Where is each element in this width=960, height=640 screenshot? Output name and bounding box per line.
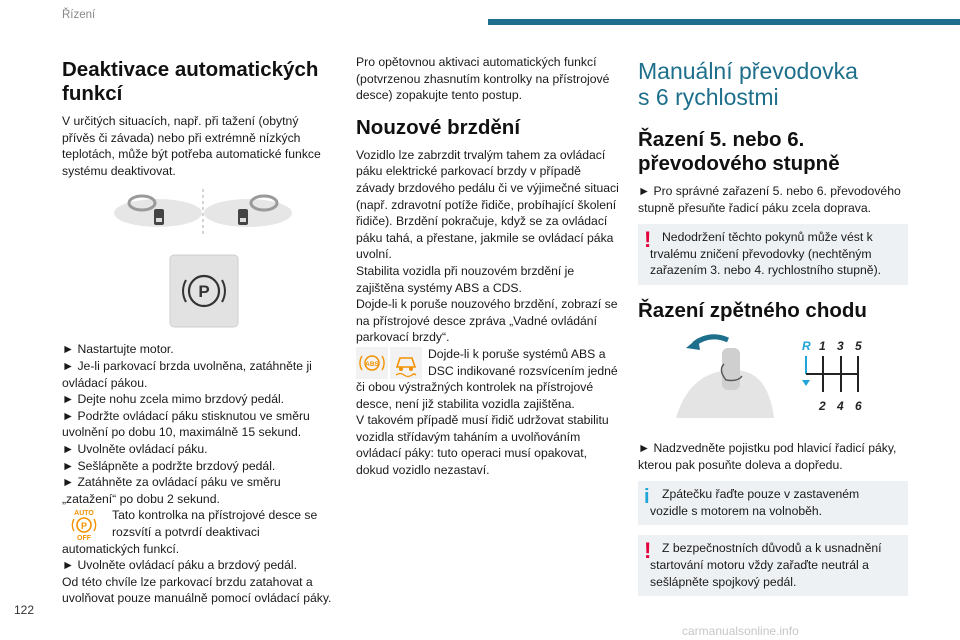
parking-brake-letter: P xyxy=(198,282,210,302)
stability-control-paragraph: V takovém případě musí řidič udržovat stabilitu vozidla střídavým taháním a uvolňováním ovládací páky: tuto operaci musí opakovat, dokud vozidlo nezastaví. xyxy=(356,413,609,478)
gear-label: 1 xyxy=(819,338,826,353)
after-step-item: Od této chvíle lze parkovací brzdu zatahovat a uvolňovat pouze manuálně pomocí ovládací páky. xyxy=(62,574,332,606)
warning-text: Z bezpečnostních důvodů a k usnadnění startování motoru vždy zařaďte neutrál a sešlápněte spojkový pedál. xyxy=(650,541,882,589)
header-accent-bar xyxy=(488,19,960,25)
step-item: ► Sešlápněte a podržte brzdový pedál. xyxy=(62,458,276,473)
gear-lever-icon xyxy=(722,348,740,390)
steering-wheel-illustration xyxy=(62,189,334,237)
gear-label: 4 xyxy=(837,398,844,413)
gear-label: 2 xyxy=(819,398,826,413)
abs-dsc-note-text: Dojde-li k poruše systémů ABS a DSC indikované rozsvícením jedné či obou výstražných kontrolek na přístrojové desce, není již stabilita vozidla zajištěna. xyxy=(356,346,618,411)
info-box-reverse xyxy=(638,481,908,525)
warning-text: Nedodržení těchto pokynů může vést k trvalému zničení převodovky (nechtěným zařazením 3. nebo 4. rychlostního stupně). xyxy=(650,230,882,278)
warning-box-neutral xyxy=(638,535,908,596)
section-title: Manuální převodovka s 6 rychlostmi xyxy=(638,58,858,110)
auto-off-warning-lamp-icon xyxy=(62,508,106,540)
auto-off-note xyxy=(62,507,334,557)
svg-text:AUTO: AUTO xyxy=(74,510,94,518)
right-steering-wheel-icon xyxy=(204,196,292,227)
auto-off-note-text: Tato kontrolka na přístrojové desce se rozsvítí a potvrdí deaktivaci automatických funkcí. xyxy=(62,508,318,556)
warning-icon: ! xyxy=(644,227,652,253)
left-steering-wheel-icon xyxy=(114,196,202,227)
emergency-paragraph: Vozidlo lze zabrzdit trvalým tahem za ovládací páku elektrické parkovací brzdy v případě závady brzdového pedálu či ve výjimečné situaci (např. zdravotní potíže řidiče, probíhající školení řidiče). Brzdění pokračuje, když se za ovládací páku tahá, a přestane, jakmile se ovládací páka uvolní. xyxy=(356,147,619,262)
gear-shift-illustration xyxy=(638,330,908,426)
warning-box-gearbox xyxy=(638,224,908,285)
intro-paragraph: V určitých situacích, např. při tažení (obytný přívěs či závada) nebo při extrémně nízkých teplotách, může být potřeba automatické funkce systému deaktivovat. xyxy=(62,114,321,178)
heading-deactivation: Deaktivace automatických funkcí xyxy=(62,58,319,105)
svg-text:P: P xyxy=(80,521,88,532)
step-item: ► Uvolněte ovládací páku. xyxy=(62,441,208,456)
dsc-warning-icon xyxy=(390,347,422,379)
step-item: ► Zatáhněte za ovládací páku ve směru „zatažení“ po dobu 2 sekund. xyxy=(62,475,281,506)
heading-emergency-braking: Nouzové brzdění xyxy=(356,115,521,139)
svg-text:OFF: OFF xyxy=(77,535,91,541)
gear-label: 6 xyxy=(855,398,862,413)
gear-label: 3 xyxy=(837,338,844,353)
step-item: ► Je-li parkovací brzda uvolněna, zatáhněte ji ovládací pákou. xyxy=(62,358,312,390)
warning-icon: ! xyxy=(644,538,652,564)
parking-brake-button-illustration xyxy=(62,253,334,329)
lift-arrow-icon xyxy=(694,337,728,344)
column-emergency-braking xyxy=(356,54,621,479)
gear-5-6-instruction: ► Pro správné zařazení 5. nebo 6. převodového stupně přesuňte řadicí páku zcela doprava. xyxy=(638,184,901,215)
page-number: 122 xyxy=(14,603,35,617)
abs-dsc-warning-lamps xyxy=(356,347,422,379)
step-item: ► Nastartujte motor. xyxy=(62,342,174,357)
column-manual-gearbox xyxy=(638,58,908,606)
info-icon: i xyxy=(644,486,650,509)
stability-paragraph: Stabilita vozidla při nouzovém brzdění je zajištěna systémy ABS a CDS. xyxy=(356,263,575,295)
heading-gear-5-6: Řazení 5. nebo 6. převodového stupně xyxy=(638,128,840,175)
step-item: ► Dejte nohu zcela mimo brzdový pedál. xyxy=(62,392,285,407)
abs-dsc-note xyxy=(356,346,621,412)
gear-label-reverse: R xyxy=(802,338,811,353)
gear-pattern-diagram xyxy=(802,339,862,413)
reverse-instruction: ► Nadzvedněte pojistku pod hlavicí řadicí páky, kterou pak posuňte doleva a dopředu. xyxy=(638,440,897,472)
gear-label: 5 xyxy=(855,338,862,353)
svg-text:ABS: ABS xyxy=(365,360,379,368)
after-step-item: ► Uvolněte ovládací páku a brzdový pedál. xyxy=(62,558,297,573)
step-item: ► Podržte ovládací páku stisknutou ve směru uvolnění po dobu 10, maximálně 15 sekund. xyxy=(62,408,310,440)
failure-paragraph: Dojde-li k poruše nouzového brzdění, zobrazí se na přístrojové desce zpráva „Vadné ovládání parkovací brzdy“. xyxy=(356,297,618,345)
heading-reverse-gear: Řazení zpětného chodu xyxy=(638,298,867,322)
running-header: Řízení xyxy=(62,9,96,21)
reactivation-paragraph: Pro opětovnou aktivaci automatických funkcí (potvrzenou zhasnutím kontrolky na přístrojové desce) zopakujte tento postup. xyxy=(356,55,610,103)
watermark: carmanualsonline.info xyxy=(682,624,799,638)
column-parking-brake-deactivation xyxy=(62,58,334,607)
info-text: Zpátečku řaďte pouze v zastaveném vozidle s motorem na volnoběh. xyxy=(650,487,860,518)
deactivation-steps xyxy=(62,341,334,507)
